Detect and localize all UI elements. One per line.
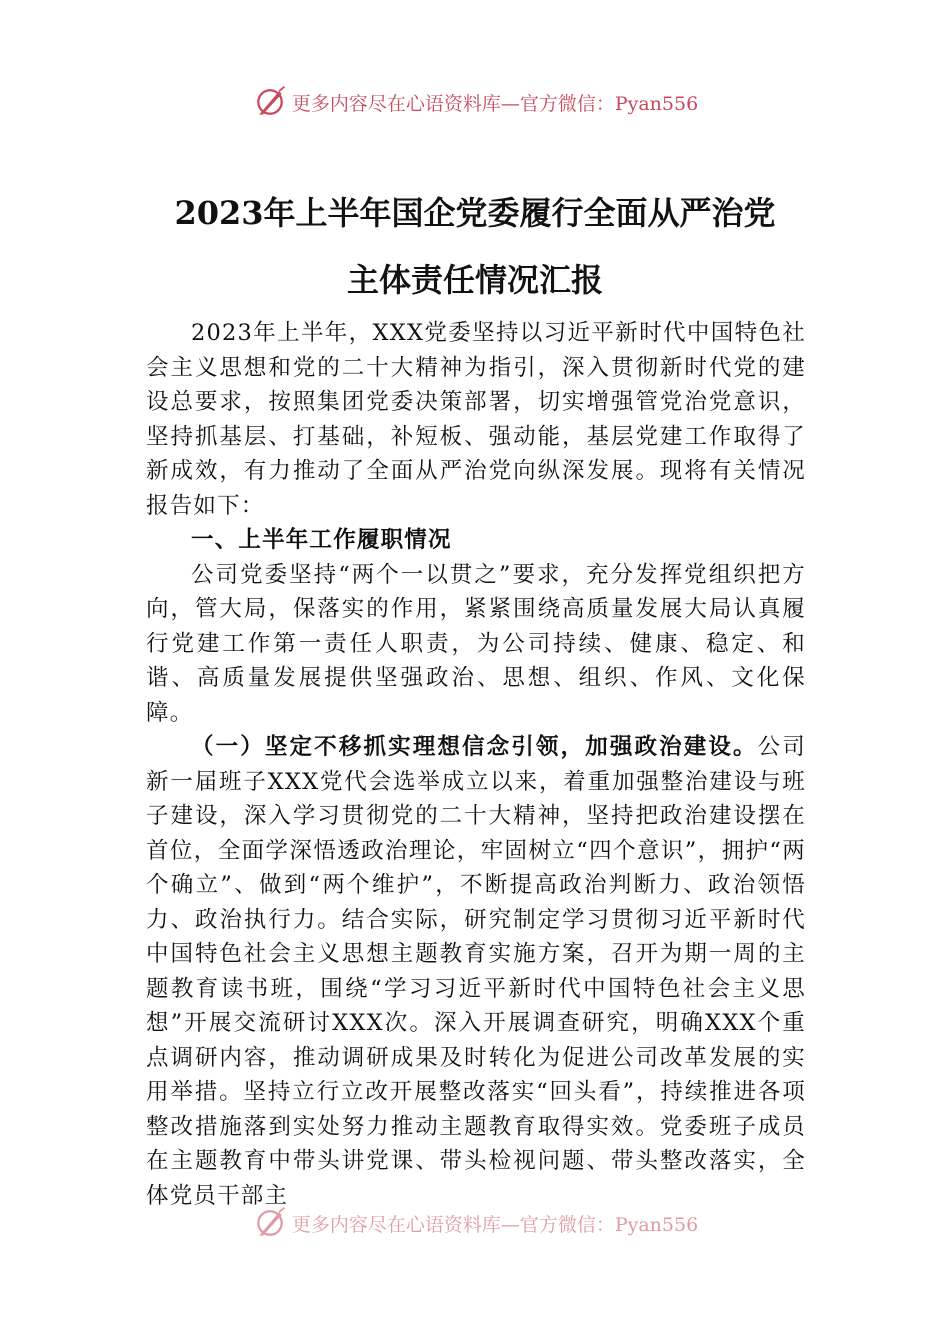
header-watermark [0,82,950,122]
quill-pen-logo-icon [252,84,288,120]
section-heading: 一、上半年工作履职情况 [191,527,452,553]
document-body [146,316,806,1216]
footer-watermark [0,1203,950,1243]
watermark-text: 更多内容尽在心语资料库—官方微信：Pyan556 [291,92,699,115]
subsection-body: 公司新一届班子XXX党代会选举成立以来，着重加强整治建设与班子建设，深入学习贯彻党的二十大精神，坚持把政治建设摆在首位，全面学深悟透政治理论，牢固树立“四个意识”，拥护“两个确立”、做到“两个维护”，不断提高政治判断力、政治领悟力、政治执行力。结合实际，研究制定学习贯彻习近平新时代中国特色社会主义思想主题教育实施方案，召开为期一周的主题教育读书班，围绕“学习习近平新时代中国特色社会主义思想”开展交流研讨XXX次。深入开展调查研究，明确XXX个重点调研内容，推动调研成果及时转化为促进公司改革发展的实用举措。坚持立行立改开展整改落实“回头看”，持续推进各项整改措施落到实处努力推动主题教育取得实效。党委班子成员在主题教育中带头讲党课、带头检视问题、带头整改落实，全体党员干部主 [146,734,806,1209]
subsection-paragraph [146,730,806,1213]
section-paragraph: 公司党委坚持“两个一以贯之”要求，充分发挥党组织把方向，管大局，保落实的作用，紧紧围绕高质量发展大局认真履行党建工作第一责任人职责，为公司持续、健康、稳定、和谐、高质量发展提供坚强政治、思想、组织、作风、文化保障。 [146,561,806,726]
subsection-heading: （一）坚定不移抓实理想信念引领，加强政治建设。 [191,734,758,760]
watermark-text: 更多内容尽在心语资料库—官方微信：Pyan556 [291,1213,699,1236]
intro-paragraph: 2023年上半年，XXX党委坚持以习近平新时代中国特色社会主义思想和党的二十大精神为指引，深入贯彻新时代党的建设总要求，按照集团党委决策部署，切实增强管党治党意识，坚持抓基层、打基础，补短板、强动能，基层党建工作取得了新成效，有力推动了全面从严治党向纵深发展。现将有关情况报告如下： [146,320,806,519]
document-title-line2: 主体责任情况汇报 [346,261,603,299]
quill-pen-logo-icon [252,1205,288,1241]
document-title-line1: 2023年上半年国企党委履行全面从严治党 [174,194,776,232]
